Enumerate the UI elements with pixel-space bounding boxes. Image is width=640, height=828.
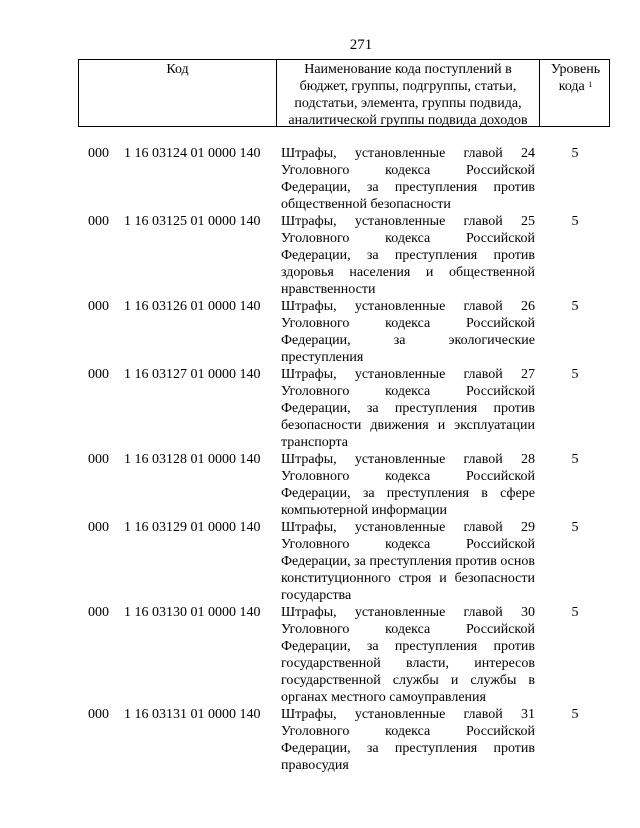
table-row xyxy=(0,604,640,706)
table-header xyxy=(78,59,610,127)
row-admin-code: 000 xyxy=(88,452,109,467)
table-row xyxy=(0,213,640,298)
header-code-label: Код xyxy=(166,62,189,77)
row-admin-code: 000 xyxy=(88,520,109,535)
row-description: Штрафы, установленные главой 29 Уголовного кодекса Российской Федерации, за преступления против основ конституционного строя и безопасности государства xyxy=(281,520,535,603)
table-row xyxy=(0,706,640,774)
row-level: 5 xyxy=(571,707,579,722)
table-row xyxy=(0,519,640,604)
row-level: 5 xyxy=(571,605,579,620)
row-description: Штрафы, установленные главой 24 Уголовного кодекса Российской Федерации, за преступления против общественной безопасности xyxy=(281,146,535,212)
table-row xyxy=(0,366,640,451)
header-name-cell xyxy=(277,60,540,126)
row-income-code: 1 16 03127 01 0000 140 xyxy=(124,367,261,382)
row-income-code: 1 16 03130 01 0000 140 xyxy=(124,605,261,620)
table-body xyxy=(0,145,640,774)
row-admin-code: 000 xyxy=(88,146,109,161)
row-level: 5 xyxy=(571,520,579,535)
row-admin-code: 000 xyxy=(88,214,109,229)
row-admin-code: 000 xyxy=(88,367,109,382)
header-code-cell xyxy=(79,60,277,126)
row-description: Штрафы, установленные главой 26 Уголовного кодекса Российской Федерации, за экологические преступления xyxy=(281,299,535,365)
row-admin-code: 000 xyxy=(88,605,109,620)
header-level-text xyxy=(540,60,611,95)
header-level-cell xyxy=(540,60,611,126)
row-description: Штрафы, установленные главой 25 Уголовного кодекса Российской Федерации, за преступления против здоровья населения и общественной нравственности xyxy=(281,214,535,297)
row-description: Штрафы, установленные главой 31 Уголовного кодекса Российской Федерации, за преступления против правосудия xyxy=(281,707,535,773)
row-level: 5 xyxy=(571,146,579,161)
row-income-code: 1 16 03125 01 0000 140 xyxy=(124,214,261,229)
table-row xyxy=(0,145,640,213)
row-description: Штрафы, установленные главой 28 Уголовного кодекса Российской Федерации, за преступления в сфере компьютерной информации xyxy=(281,452,535,518)
header-name-label: Наименование кода поступлений в бюджет, группы, подгруппы, статьи, подстатьи, элемента, группы подвида, аналитической группы подвида доходов xyxy=(288,62,528,128)
row-level: 5 xyxy=(571,452,579,467)
row-income-code: 1 16 03124 01 0000 140 xyxy=(124,146,261,161)
row-income-code: 1 16 03131 01 0000 140 xyxy=(124,707,261,722)
header-level-label: Уровень кода xyxy=(550,62,601,94)
table-row xyxy=(0,451,640,519)
row-description: Штрафы, установленные главой 27 Уголовного кодекса Российской Федерации, за преступления против безопасности движения и эксплуатации транспорта xyxy=(281,367,535,450)
row-level: 5 xyxy=(571,299,579,314)
row-income-code: 1 16 03126 01 0000 140 xyxy=(124,299,261,314)
row-level: 5 xyxy=(571,367,579,382)
row-income-code: 1 16 03129 01 0000 140 xyxy=(124,520,261,535)
row-admin-code: 000 xyxy=(88,299,109,314)
row-description: Штрафы, установленные главой 30 Уголовного кодекса Российской Федерации, за преступления против государственной власти, интересов государственной службы и службы в органах местного самоуправления xyxy=(281,605,535,705)
row-income-code: 1 16 03128 01 0000 140 xyxy=(124,452,261,467)
row-level: 5 xyxy=(571,214,579,229)
table-row xyxy=(0,298,640,366)
page-number: 271 xyxy=(349,37,373,53)
row-admin-code: 000 xyxy=(88,707,109,722)
header-level-footnote: 1 xyxy=(588,80,593,89)
